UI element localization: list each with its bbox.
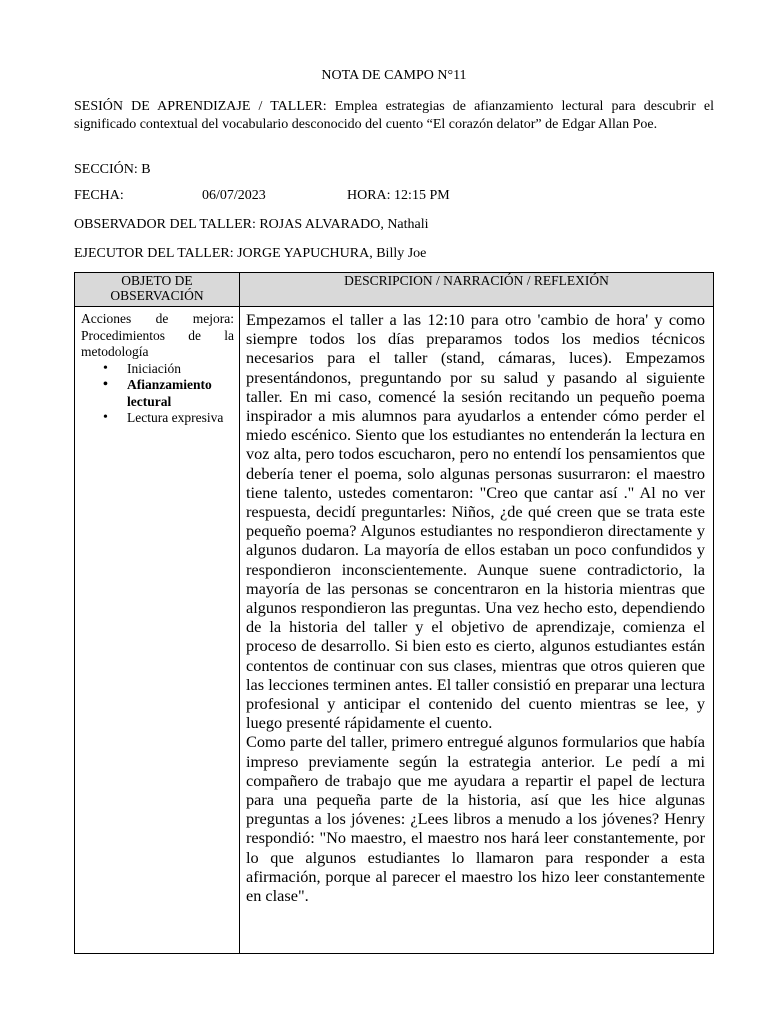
- observer-line: OBSERVADOR DEL TALLER: ROJAS ALVARADO, Nathali: [74, 217, 429, 232]
- session-description: SESIÓN DE APRENDIZAJE / TALLER: Emplea estrategias de afianzamiento lectural para descubrir el significado contextual del vocabulario desconocido del cuento “El corazón delator” de Edgar Allan Poe.: [74, 99, 714, 132]
- table-header-row: [75, 273, 714, 307]
- narration-cell: [240, 307, 714, 954]
- list-item: • Afianzamiento lectural: [127, 377, 234, 410]
- time-value: HORA: 12:15 PM: [347, 188, 450, 203]
- section-line: SECCIÓN: B: [74, 162, 151, 177]
- date-label: FECHA:: [74, 188, 124, 203]
- improvement-actions-text: Acciones de mejora: Procedimientos de la metodología: [81, 311, 234, 359]
- executor-line: EJECUTOR DEL TALLER: JORGE YAPUCHURA, Billy Joe: [74, 246, 427, 261]
- observation-table: [74, 272, 714, 954]
- date-value: 06/07/2023: [202, 188, 266, 203]
- methodology-list: [81, 361, 234, 427]
- table-row: [75, 307, 714, 954]
- header-observation-object: OBJETO DE OBSERVACIÓN: [75, 273, 240, 307]
- document-title: NOTA DE CAMPO N°11: [321, 68, 467, 83]
- list-item: • Lectura expresiva: [127, 410, 234, 427]
- list-item: • Iniciación: [127, 361, 234, 378]
- narration-paragraph: Como parte del taller, primero entregué algunos formularios que había impreso previamente según la estrategia anterior. Le pedí a mi compañero de trabajo que me ayudara a repartir el papel de lectura para una pequeña parte de la historia, así que les hice algunas preguntas a los jóvenes: ¿Lees libros a menudo a los jóvenes? Henry respondió: "No maestro, el maestro nos hará leer constantemente, por lo que algunos estudiantes lo llamaron para responder a esta afirmación, porque al parecer el maestro los hizo leer constantemente en clase".: [246, 732, 705, 906]
- observation-object-cell: [75, 307, 240, 954]
- narration-paragraph: Empezamos el taller a las 12:10 para otro 'cambio de hora' y como siempre todos los días preparamos todos los medios técnicos necesarios para el taller (stand, cámaras, luces). Empezamos presentándonos, preguntando por su salud y pasando al siguiente taller. En mi caso, comencé la sesión recitando un pequeño poema inspirador a mis alumnos para ayudarlos a entender cómo perder el miedo escénico. Siento que los estudiantes no entenderán la lectura en voz alta, pero todos escucharon, pero no entendí los pensamientos que debería tener el poema, solo algunas personas susurraron: el maestro tiene talento, ustedes comentaron: "Creo que cantar así ." Al no ver respuesta, decidí preguntarles: Niños, ¿de qué creen que se trata este pequeño poema? Algunos estudiantes no respondieron directamente y algunos dudaron. La mayoría de ellos estaban un poco confundidos y respondieron inconscientemente. Aunque suene contradictorio, la mayoría de las personas se concentraron en la historia mientras que algunos respondieron las preguntas. Una vez hecho esto, dependiendo de la historia del taller y el objetivo de aprendizaje, comienza el proceso de desarrollo. Si bien esto es cierto, algunos estudiantes están contentos de continuar con sus clases, mientras que otros quieren que las lecciones terminen antes. El taller consistió en preparar una lectura profesional y anticipar el contenido del cuento mientras se lee, y luego presenté rápidamente el cuento.: [246, 310, 705, 733]
- header-description: DESCRIPCION / NARRACIÓN / REFLEXIÓN: [240, 273, 714, 307]
